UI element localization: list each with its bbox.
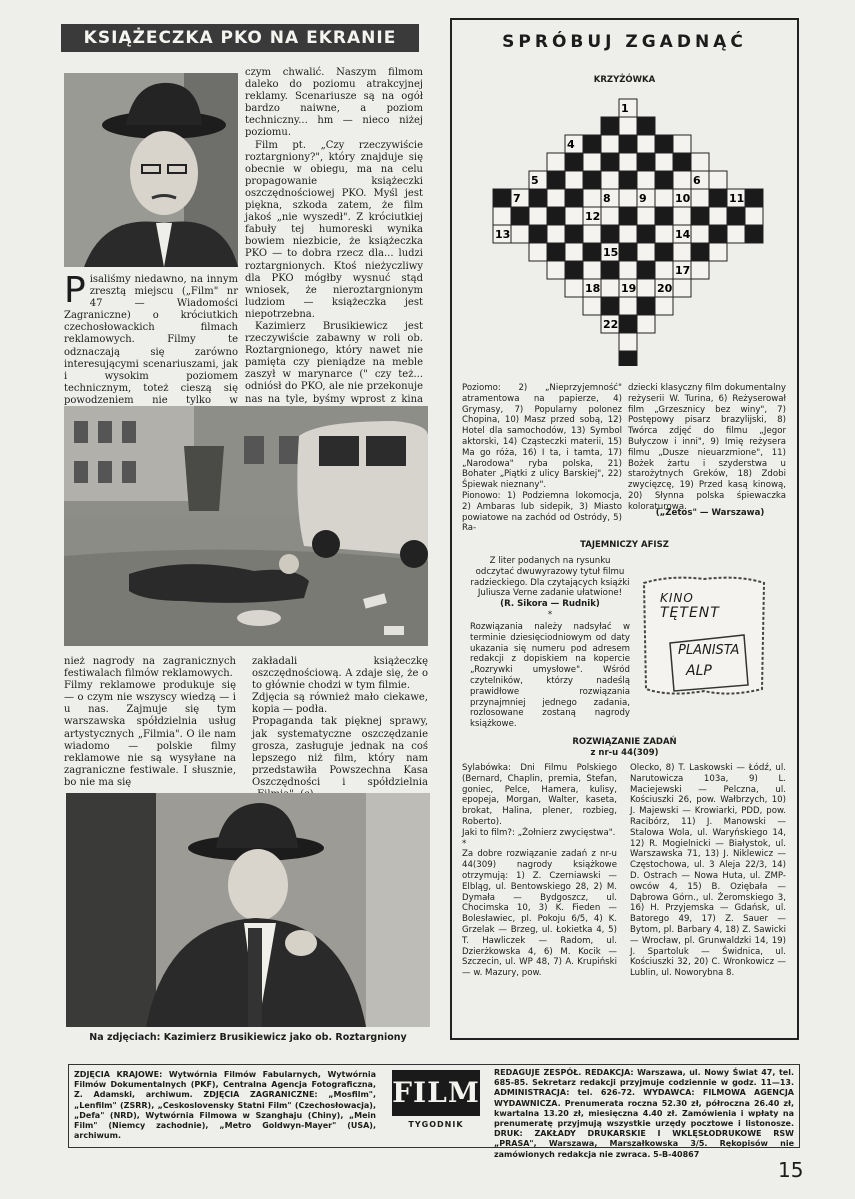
crossword-cell: [655, 189, 673, 207]
crossword-cell: [637, 279, 655, 297]
solutions-left: Sylabówka: Dni Filmu Polskiego (Bernard, Chaplin, premia, Stefan, goniec, Pelce, Hamera, kulisy, epopeja, Morgan, Walter, kaseta, brokat, Halina, plener, rozbieg, Roberto). Jaki to film?: „Żołnierz zwycięstwa". * Za dobre rozwiązanie zadań z nr-u 44(309) nagrody książkowe otrzymują: 1) Z. Czerniawski — Elbląg, ul. Bentowskiego 28, 2) M. Dymała — Bydgoszcz, ul. Chocimska 10, 3) K. Fieden — Bolesławiec, pl. Pokoju 6/5, 4) K. Grzelak — Brzeg, ul. Łokietka 4, 5) T. Hawliczek — Radom, ul. Dzierżkowska 4, 6) M. Kocik — Szczecin, ul. WP 48, 7) A. Krupiński — w. Mazury, pow.: [462, 763, 617, 979]
footer-imprint: REDAGUJE ZESPÓŁ. REDAKCJA: Warszawa, ul. Nowy Świat 47, tel. 685-85. Sekretarz redakcji przyjmuje codziennie w godz. 11—13. ADMINISTRACJA: tel. 626-72. WYDAWCA: FILMOWA AGENCJA WYDAWNICZA. Prenumerata roczna 52.30 zł, półroczna 26.40 zł, kwartalna 13.20 zł, miesięczna 4.40 zł. Zamówienia i wpłaty na prenumeratę przyjmują wszystkie urzędy pocztowe i listonosze. DRUK: ZAKŁADY DRUKARSKIE I WKLĘSŁODRUKOWE RSW „PRASA", Warszawa, Marszałkowska 3/5. Rękopisów nie zamówionych redakcja nie zwraca. 5-B-40867: [494, 1068, 794, 1159]
crossword-black-cell: [655, 207, 673, 225]
photo-street-scene: [64, 406, 428, 646]
crossword-black-cell: [565, 153, 583, 171]
crossword-black-cell: [529, 189, 547, 207]
crossword-cell: [619, 153, 637, 171]
crossword-black-cell: [619, 171, 637, 189]
crossword-black-cell: [709, 225, 727, 243]
crossword-black-cell: [583, 243, 601, 261]
crossword-number: 20: [657, 282, 673, 295]
crossword-cell: [637, 243, 655, 261]
article-column-1: [64, 270, 238, 419]
poster-line-4: ALP: [686, 663, 712, 679]
crossword-cell: [673, 243, 691, 261]
crossword-black-cell: [511, 207, 529, 225]
crossword-author: („Zetos" — Warszawa): [655, 508, 765, 518]
crossword-cell: [619, 261, 637, 279]
crossword-black-cell: [601, 261, 619, 279]
crossword-number: 17: [675, 264, 691, 277]
crossword-clues-left: Poziomo: 2) „Nieprzyjemność" atramentowa na papierze, 4) Grymasy, 7) Popularny polonez Chopina, 10) Masz przed sobą, 12) Hotel dla samochodów, 13) Symbol aktorski, 14) Cząsteczki materii, 15) Ma go róża, 16) I ta, i tamta, 17) „Narodowa" ryba polska, 21) Bohater „Piątki z ulicy Barskiej", 22) Śpiewak nieznany". Pionowo: 1) Podziemna lokomocja, 2) Ambaras lub sidepik, 3) Miasto powiatowe na zachód od Ostródy, 5) Ra-: [462, 383, 622, 534]
crossword-black-cell: [727, 207, 745, 225]
crossword-black-cell: [691, 207, 709, 225]
film-logo-subtitle: TYGODNIK: [408, 1120, 464, 1129]
crossword-cell: [619, 333, 637, 351]
crossword-black-cell: [673, 153, 691, 171]
crossword-number: 13: [495, 228, 511, 241]
crossword-cell: [583, 297, 601, 315]
film-logo: [392, 1070, 480, 1132]
crossword-cell: [619, 225, 637, 243]
crossword-black-cell: [601, 117, 619, 135]
solutions-title: ROZWIĄZANIE ZADAŃ: [572, 737, 677, 747]
crossword-black-cell: [637, 117, 655, 135]
afisz-author: (R. Sikora — Rudnik): [500, 599, 600, 609]
crossword-black-cell: [619, 351, 637, 366]
crossword-cell: [691, 153, 709, 171]
crossword-black-cell: [493, 189, 511, 207]
puzzle-title: SPRÓBUJ ZGADNĄĆ: [502, 32, 747, 52]
crossword-cell: [547, 261, 565, 279]
crossword-number: 7: [513, 192, 521, 205]
crossword-black-cell: [547, 243, 565, 261]
crossword-cell: [673, 135, 691, 153]
article-col1-text: isaliśmy niedawno, na innym zresztą miejscu („Film" nr 47 — Wiadomości Zagraniczne) o króciutkich czechosłowackich filmach reklamowych. Filmy te odznaczają się zarówno interesującymi scenariuszami, jak i wysokim poziomem technicznym, toteż cieszą się powodzeniem nie tylko w: [64, 274, 238, 406]
crossword-number: 14: [675, 228, 691, 241]
crossword-cell: [673, 279, 691, 297]
article-col2-p2: Film pt. „Czy rzeczywiście roztargniony?", który znajduje się obecnie w obiegu, ma na celu propagowanie książeczki oszczędnościowej PKO. Myśl jest piękna, szkoda zatem, że film jakoś „nie wyszedł". Z króciutkiej fabuły tej humoreski wynika bowiem niezbicie, że książeczka PKO — to dobra rzecz dla... ludzi roztargnionych. Ktoś nieżyczliwy dla PKO mógłby wysnuć stąd wniosek, że nieroztargnionym ludziom — książeczka jest niepotrzebna.: [245, 139, 423, 320]
crossword-cell: [637, 171, 655, 189]
crossword-number: 15: [603, 246, 619, 259]
crossword-cell: [637, 135, 655, 153]
crossword-black-cell: [601, 225, 619, 243]
article-col2-p1: czym chwalić. Naszym filmom daleko do poziomu atrakcyjnej reklamy. Scenariusze są na ogół bardzo naiwne, a poziom techniczny... hm — nieco niżej poziomu.: [245, 67, 423, 139]
crossword-cell: [673, 207, 691, 225]
drop-cap: P: [64, 270, 86, 311]
crossword-cell: [601, 135, 619, 153]
crossword-cell: [601, 207, 619, 225]
crossword-cell: [547, 153, 565, 171]
crossword-number: 6: [693, 174, 701, 187]
crossword-cell: [691, 225, 709, 243]
crossword-title: KRZYŻÓWKA: [593, 75, 656, 85]
crossword-number: 8: [603, 192, 611, 205]
crossword-number: 5: [531, 174, 539, 187]
crossword-number: 10: [675, 192, 691, 205]
crossword-cell: [529, 207, 547, 225]
film-logo-text: FILM: [392, 1070, 480, 1116]
crossword-cell: [655, 297, 673, 315]
crossword-cell: [565, 243, 583, 261]
photo-man-hat: [66, 793, 430, 1027]
crossword-cell: [583, 225, 601, 243]
crossword-cell: [637, 315, 655, 333]
crossword-black-cell: [547, 207, 565, 225]
article-col2-p3: Kazimierz Brusikiewicz jest rzeczywiście zabawny w roli ob. Roztargnionego, który nawet nie pamięta czy pieniądze na meble zaszył w marynarce (" czy też... odniósł do PKO, ale nie przekonuje nas na tyle, byśmy wprost z kina: [245, 320, 423, 405]
crossword-cell: [655, 153, 673, 171]
crossword-cell: [691, 189, 709, 207]
crossword-cell: [619, 117, 637, 135]
crossword-cell: [547, 189, 565, 207]
solutions-right: Olecko, 8) T. Laskowski — Łódź, ul. Narutowicza 103a, 9) L. Maciejewski — Pelczna, ul. Kościuszki 26, pow. Wałbrzych, 10) J. Majewski — Krowiarki, PDD, pow. Racibórz, 11) J. Manowski — Stalowa Wola, ul. Waryńskiego 14, 12) R. Mogielnicki — Białystok, ul. Warszawska 71, 13) J. Niklewicz — Częstochowa, ul. 3 Aleja 22/3, 14) D. Ostrach — Nowa Huta, ul. ZMP-owców 4, 15) B. Oziębała — Dąbrowa Górn., ul. Żeromskiego 3, 16) H. Przyjemska — Gdańsk, ul. Batorego 49, 17) Z. Sauer — Bytom, pl. Barbary 4, 18) Z. Sawicki — Wrocław, pl. Grunwaldzki 14, 19) J. Spartoluk — Świdnica, ul. Kościuszki 32, 20) C. Wronkowicz — Lublin, ul. Noworybna 8.: [630, 763, 786, 979]
crossword-black-cell: [655, 243, 673, 261]
crossword-black-cell: [619, 243, 637, 261]
crossword-cell: [493, 207, 511, 225]
mystery-poster: [640, 573, 768, 699]
crossword-black-cell: [691, 243, 709, 261]
crossword-cell: [709, 243, 727, 261]
crossword-black-cell: [655, 135, 673, 153]
solutions-subtitle: z nr-u 44(309): [590, 748, 659, 758]
crossword-black-cell: [583, 135, 601, 153]
crossword-cell: [583, 189, 601, 207]
crossword-black-cell: [745, 225, 763, 243]
poster-line-2: TĘTENT: [660, 605, 720, 621]
crossword-black-cell: [619, 207, 637, 225]
crossword-cell: [511, 225, 529, 243]
crossword-black-cell: [655, 171, 673, 189]
rules-text: Rozwiązania należy nadsyłać w terminie dziesięciodniowym od daty ukazania się numeru pod adresem redakcji z dopiskiem na kopercie „Rozrywki umysłowe". Wśród czytelników, którzy nadeślą prawidłowe rozwiązania przynajmniej jednego zadania, rozlosowane zostaną nagrody książkowe.: [470, 622, 630, 730]
crossword-cell: [709, 171, 727, 189]
star-divider: *: [547, 610, 553, 620]
article-column-4: zakładali książeczkę oszczędnościową. A zdaje się, że o to głównie chodzi w tym filmie. Zdjęcia są również mało ciekawe, kopia — podła. Propaganda tak pięknej sprawy, jak systematyczne oszczędzanie grosza, zasługuje jednak na coś lepszego niż film, który nam przedstawiła Powszechna Kasa Oszczędności i spółdzielnia: [252, 656, 428, 788]
article-title: KSIĄŻECZKA PKO NA EKRANIE: [61, 24, 419, 52]
crossword-cell: [583, 261, 601, 279]
crossword-black-cell: [529, 225, 547, 243]
crossword-number: 11: [729, 192, 745, 205]
crossword-black-cell: [601, 153, 619, 171]
crossword-black-cell: [745, 189, 763, 207]
poster-line-3: PLANISTA: [678, 643, 740, 658]
crossword-cell: [655, 261, 673, 279]
page-number: 15: [778, 1158, 804, 1182]
crossword-clues-right: dziecki klasyczny film dokumentalny reżyserii W. Turina, 6) Reżyserował film „Grzesznicy bez winy", 7) Postępowy pisarz brazylijski, 8) Twórca zdjęć do filmu „Jegor Bułyczow i inni", 9) Imię reżysera filmu „Dusze nieuarzmione", 11) Bożek żartu i szyderstwa u starożytnych Greków, 18) Zdobi zwycięzcę, 19) Przed kasą kinową, 20) Słynna polska śpiewaczka koloraturowa.: [628, 383, 786, 512]
crossword-black-cell: [565, 225, 583, 243]
crossword-number: 9: [639, 192, 647, 205]
afisz-title: TAJEMNICZY AFISZ: [580, 540, 669, 550]
crossword-cell: [709, 207, 727, 225]
crossword-black-cell: [547, 171, 565, 189]
crossword-black-cell: [583, 171, 601, 189]
photo-caption: Na zdjęciach: Kazimierz Brusikiewicz jako ob. Roztargniony: [89, 1032, 407, 1043]
crossword-black-cell: [619, 315, 637, 333]
crossword-black-cell: [601, 297, 619, 315]
crossword-cell: [655, 225, 673, 243]
crossword-black-cell: [565, 261, 583, 279]
article-column-3: nież nagrody na zagranicznych festiwalach filmów reklamowych. Filmy reklamowe produkuje się — o czym nie wszyscy wiedzą — i u nas. Zajmuje się tym warszawska spółdzielnia usług artystycznych „Filmia". O ile nam wiadomo — polskie filmy reklamowe nie są wysyłane na zagraniczne festiwale. I słusznie, bo nie ma się: [64, 656, 236, 788]
crossword-number: 22: [603, 318, 619, 331]
crossword-cell: [637, 207, 655, 225]
crossword-black-cell: [637, 153, 655, 171]
photo-portrait: [64, 73, 238, 267]
crossword-black-cell: [637, 297, 655, 315]
crossword-cell: [529, 243, 547, 261]
crossword-cell: [601, 171, 619, 189]
crossword-number: 12: [585, 210, 601, 223]
crossword-number: 4: [567, 138, 575, 151]
afisz-text: Z liter podanych na rysunku odczytać dwuwyrazowy tytuł filmu radzieckiego. Dla czytających książki Juliusza Verne zadanie ułatwione!: [470, 556, 630, 599]
crossword-cell: [619, 189, 637, 207]
article-column-2: [245, 67, 423, 430]
crossword-cell: [601, 279, 619, 297]
footer-credits: ZDJĘCIA KRAJOWE: Wytwórnia Filmów Fabularnych, Wytwórnia Filmów Dokumentalnych (PKF), Centralna Agencja Fotograficzna, Z. Adamski, archiwum. ZDJĘCIA ZAGRANICZNE: „Mosfilm", „Lenfilm" (ZSRR), „Ceskoslovensky Statni Film" (Czechosłowacja), „Defa" (NRD), Wytwórnia Filmowa w Szanghaju (Chiny), „Mein Film" (Niemcy zachodnie), „Metro Goldwyn-Mayer" (USA), archiwum.: [74, 1070, 376, 1141]
crossword-black-cell: [637, 225, 655, 243]
crossword-cell: [547, 225, 565, 243]
crossword-black-cell: [619, 135, 637, 153]
crossword-number: 1: [621, 102, 629, 115]
crossword-black-cell: [637, 261, 655, 279]
crossword-black-cell: [565, 189, 583, 207]
crossword-cell: [565, 207, 583, 225]
crossword-cell: [691, 261, 709, 279]
crossword-cell: [565, 171, 583, 189]
crossword-cell: [565, 279, 583, 297]
poster-line-1: KINO: [660, 591, 694, 605]
crossword-number: 18: [585, 282, 601, 295]
crossword-cell: [727, 225, 745, 243]
crossword-grid: [490, 96, 766, 366]
crossword-number: 19: [621, 282, 637, 295]
crossword-cell: [583, 153, 601, 171]
crossword-cell: [745, 207, 763, 225]
crossword-cell: [673, 171, 691, 189]
crossword-cell: [619, 297, 637, 315]
crossword-black-cell: [709, 189, 727, 207]
